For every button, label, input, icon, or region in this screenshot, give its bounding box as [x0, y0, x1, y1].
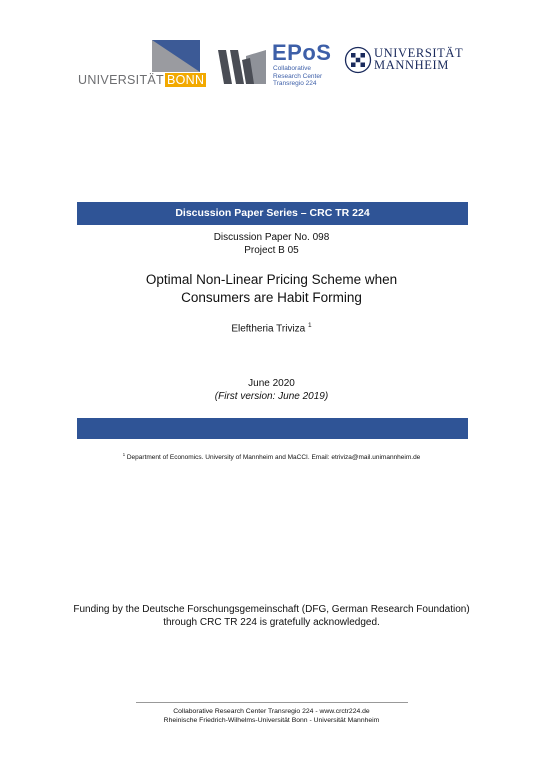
footer-divider	[136, 702, 408, 703]
university-bonn-logo	[78, 40, 205, 88]
funding-line2: through CRC TR 224 is gratefully acknowledged.	[163, 617, 380, 628]
series-label: Discussion Paper Series – CRC TR 224	[175, 207, 370, 219]
epos-title: EPoS	[272, 40, 332, 65]
epos-subtitle-line: Research Center	[273, 72, 323, 80]
epos-subtitle	[273, 65, 322, 88]
bonn-logo-highlight-text: BONN	[166, 73, 205, 87]
mannheim-logo-text	[374, 47, 463, 71]
footnote	[0, 452, 543, 461]
author-name: Eleftheria Triviza	[231, 323, 306, 335]
bonn-logo-text	[78, 73, 206, 87]
mannheim-logo-line1: UNIVERSITÄT	[374, 46, 464, 60]
footnote-text: Department of Economics. University of Mannheim and MaCCI. Email: etriviza@mail.unimannheim.de	[126, 454, 421, 462]
epos-subtitle-line: Collaborative	[273, 65, 311, 72]
series-band	[77, 202, 468, 225]
project-label: Project B 05	[244, 245, 299, 256]
paper-title-line1: Optimal Non-Linear Pricing Scheme when	[145, 272, 398, 287]
footnote-mark: 1	[122, 452, 126, 457]
author	[0, 322, 543, 334]
author-footnote-mark: 1	[308, 322, 312, 329]
bonn-logo-mark-icon	[152, 40, 200, 72]
mannheim-logo-line2: MANNHEIM	[374, 58, 449, 72]
paper-title-line2: Consumers are Habit Forming	[181, 290, 362, 305]
bonn-logo-main-text: UNIVERSITÄT	[78, 73, 164, 87]
footer-line1: Collaborative Research Center Transregio 224 - www.crctr224.de	[173, 708, 370, 715]
discussion-paper-number: Discussion Paper No. 098	[213, 232, 330, 243]
epos-subtitle-line: Transregio 224	[273, 80, 317, 87]
first-version-date: (First version: June 2019)	[214, 391, 329, 402]
footer-line2: Rheinische Friedrich-Wilhelms-Universität Bonn - Universität Mannheim	[163, 717, 380, 724]
bottom-band	[77, 418, 468, 439]
epos-mark-icon	[216, 46, 268, 88]
funding-line1: Funding by the Deutsche Forschungsgemeinschaft (DFG, German Research Foundation)	[73, 604, 470, 615]
mannheim-crest-icon	[344, 46, 372, 74]
paper-date: June 2020	[248, 378, 295, 389]
epos-logo	[216, 40, 332, 92]
university-mannheim-logo	[344, 44, 462, 78]
